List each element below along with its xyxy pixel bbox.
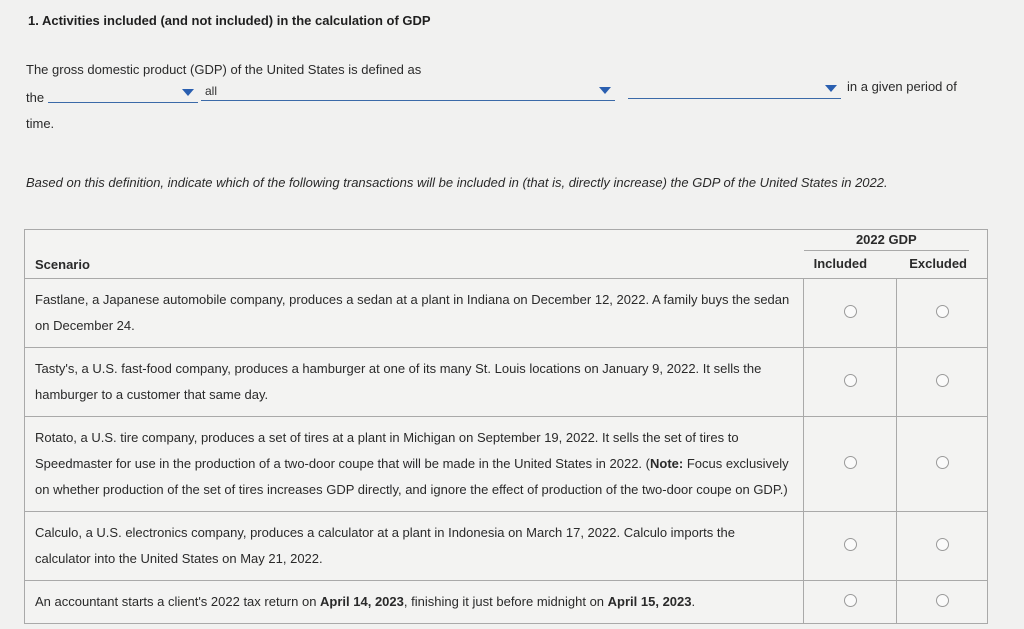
table-header-row (25, 230, 988, 279)
included-radio[interactable] (844, 538, 857, 551)
scenario-header: Scenario (25, 230, 804, 279)
excluded-radio[interactable] (936, 456, 949, 469)
definition-dropdown-row (26, 79, 986, 106)
dropdown-2-value: all (205, 84, 218, 98)
gdp-year-header: 2022 GDP (804, 230, 969, 251)
scenario-text: Rotato, a U.S. tire company, produces a set of tires at a plant in Michigan on September 19, 2022. It sells the set of tires to Speedmaster for use in the production of a two-door coupe that will be made in the United States in 2022. (Note: Focus exclusively on whether production of the set of tires increases GDP directly, and ignore the effect of production of the two-door coupe on GDP.) (25, 417, 804, 512)
included-radio[interactable] (844, 456, 857, 469)
excluded-radio[interactable] (936, 594, 949, 607)
question-title: 1. Activities included (and not included) in the calculation of GDP (28, 13, 431, 28)
scenario-text: Fastlane, a Japanese automobile company, produces a sedan at a plant in Indiana on December 12, 2022. A family buys the sedan on December 24. (25, 279, 804, 348)
definition-dropdown-1[interactable] (48, 84, 198, 103)
excluded-radio[interactable] (936, 538, 949, 551)
table-row (25, 348, 988, 417)
excluded-radio[interactable] (936, 374, 949, 387)
table-row (25, 417, 988, 512)
definition-text: The gross domestic product (GDP) of the United States is defined as (26, 62, 422, 77)
period-label: in a given period of (847, 79, 957, 94)
chevron-down-icon (825, 85, 837, 92)
scenario-text: Calculo, a U.S. electronics company, produces a calculator at a plant in Indonesia on March 17, 2022. Calculo imports the calculator into the United States on May 21, 2022. (25, 512, 804, 581)
time-label: time. (26, 116, 55, 131)
scenario-table (24, 229, 988, 624)
scenario-text: An accountant starts a client's 2022 tax return on April 14, 2023, finishing it just before midnight on April 15, 2023. (25, 581, 804, 624)
instruction-text: Based on this definition, indicate which of the following transactions will be included in (that is, directly increase) the GDP of the United States in 2022. (26, 175, 888, 190)
table-row (25, 279, 988, 348)
scenario-text: Tasty's, a U.S. fast-food company, produces a hamburger at one of its many St. Louis locations on January 9, 2022. It sells the hamburger to a customer that same day. (25, 348, 804, 417)
table-row (25, 581, 988, 624)
table-row (25, 512, 988, 581)
definition-dropdown-2[interactable] (201, 82, 615, 101)
included-radio[interactable] (844, 374, 857, 387)
excluded-header: Excluded (909, 256, 967, 271)
included-radio[interactable] (844, 594, 857, 607)
gdp-header (804, 230, 988, 279)
definition-dropdown-3[interactable] (628, 80, 841, 99)
chevron-down-icon (599, 87, 611, 94)
the-label: the (26, 90, 45, 105)
chevron-down-icon (182, 89, 194, 96)
excluded-radio[interactable] (936, 305, 949, 318)
included-radio[interactable] (844, 305, 857, 318)
included-header: Included (813, 256, 868, 271)
